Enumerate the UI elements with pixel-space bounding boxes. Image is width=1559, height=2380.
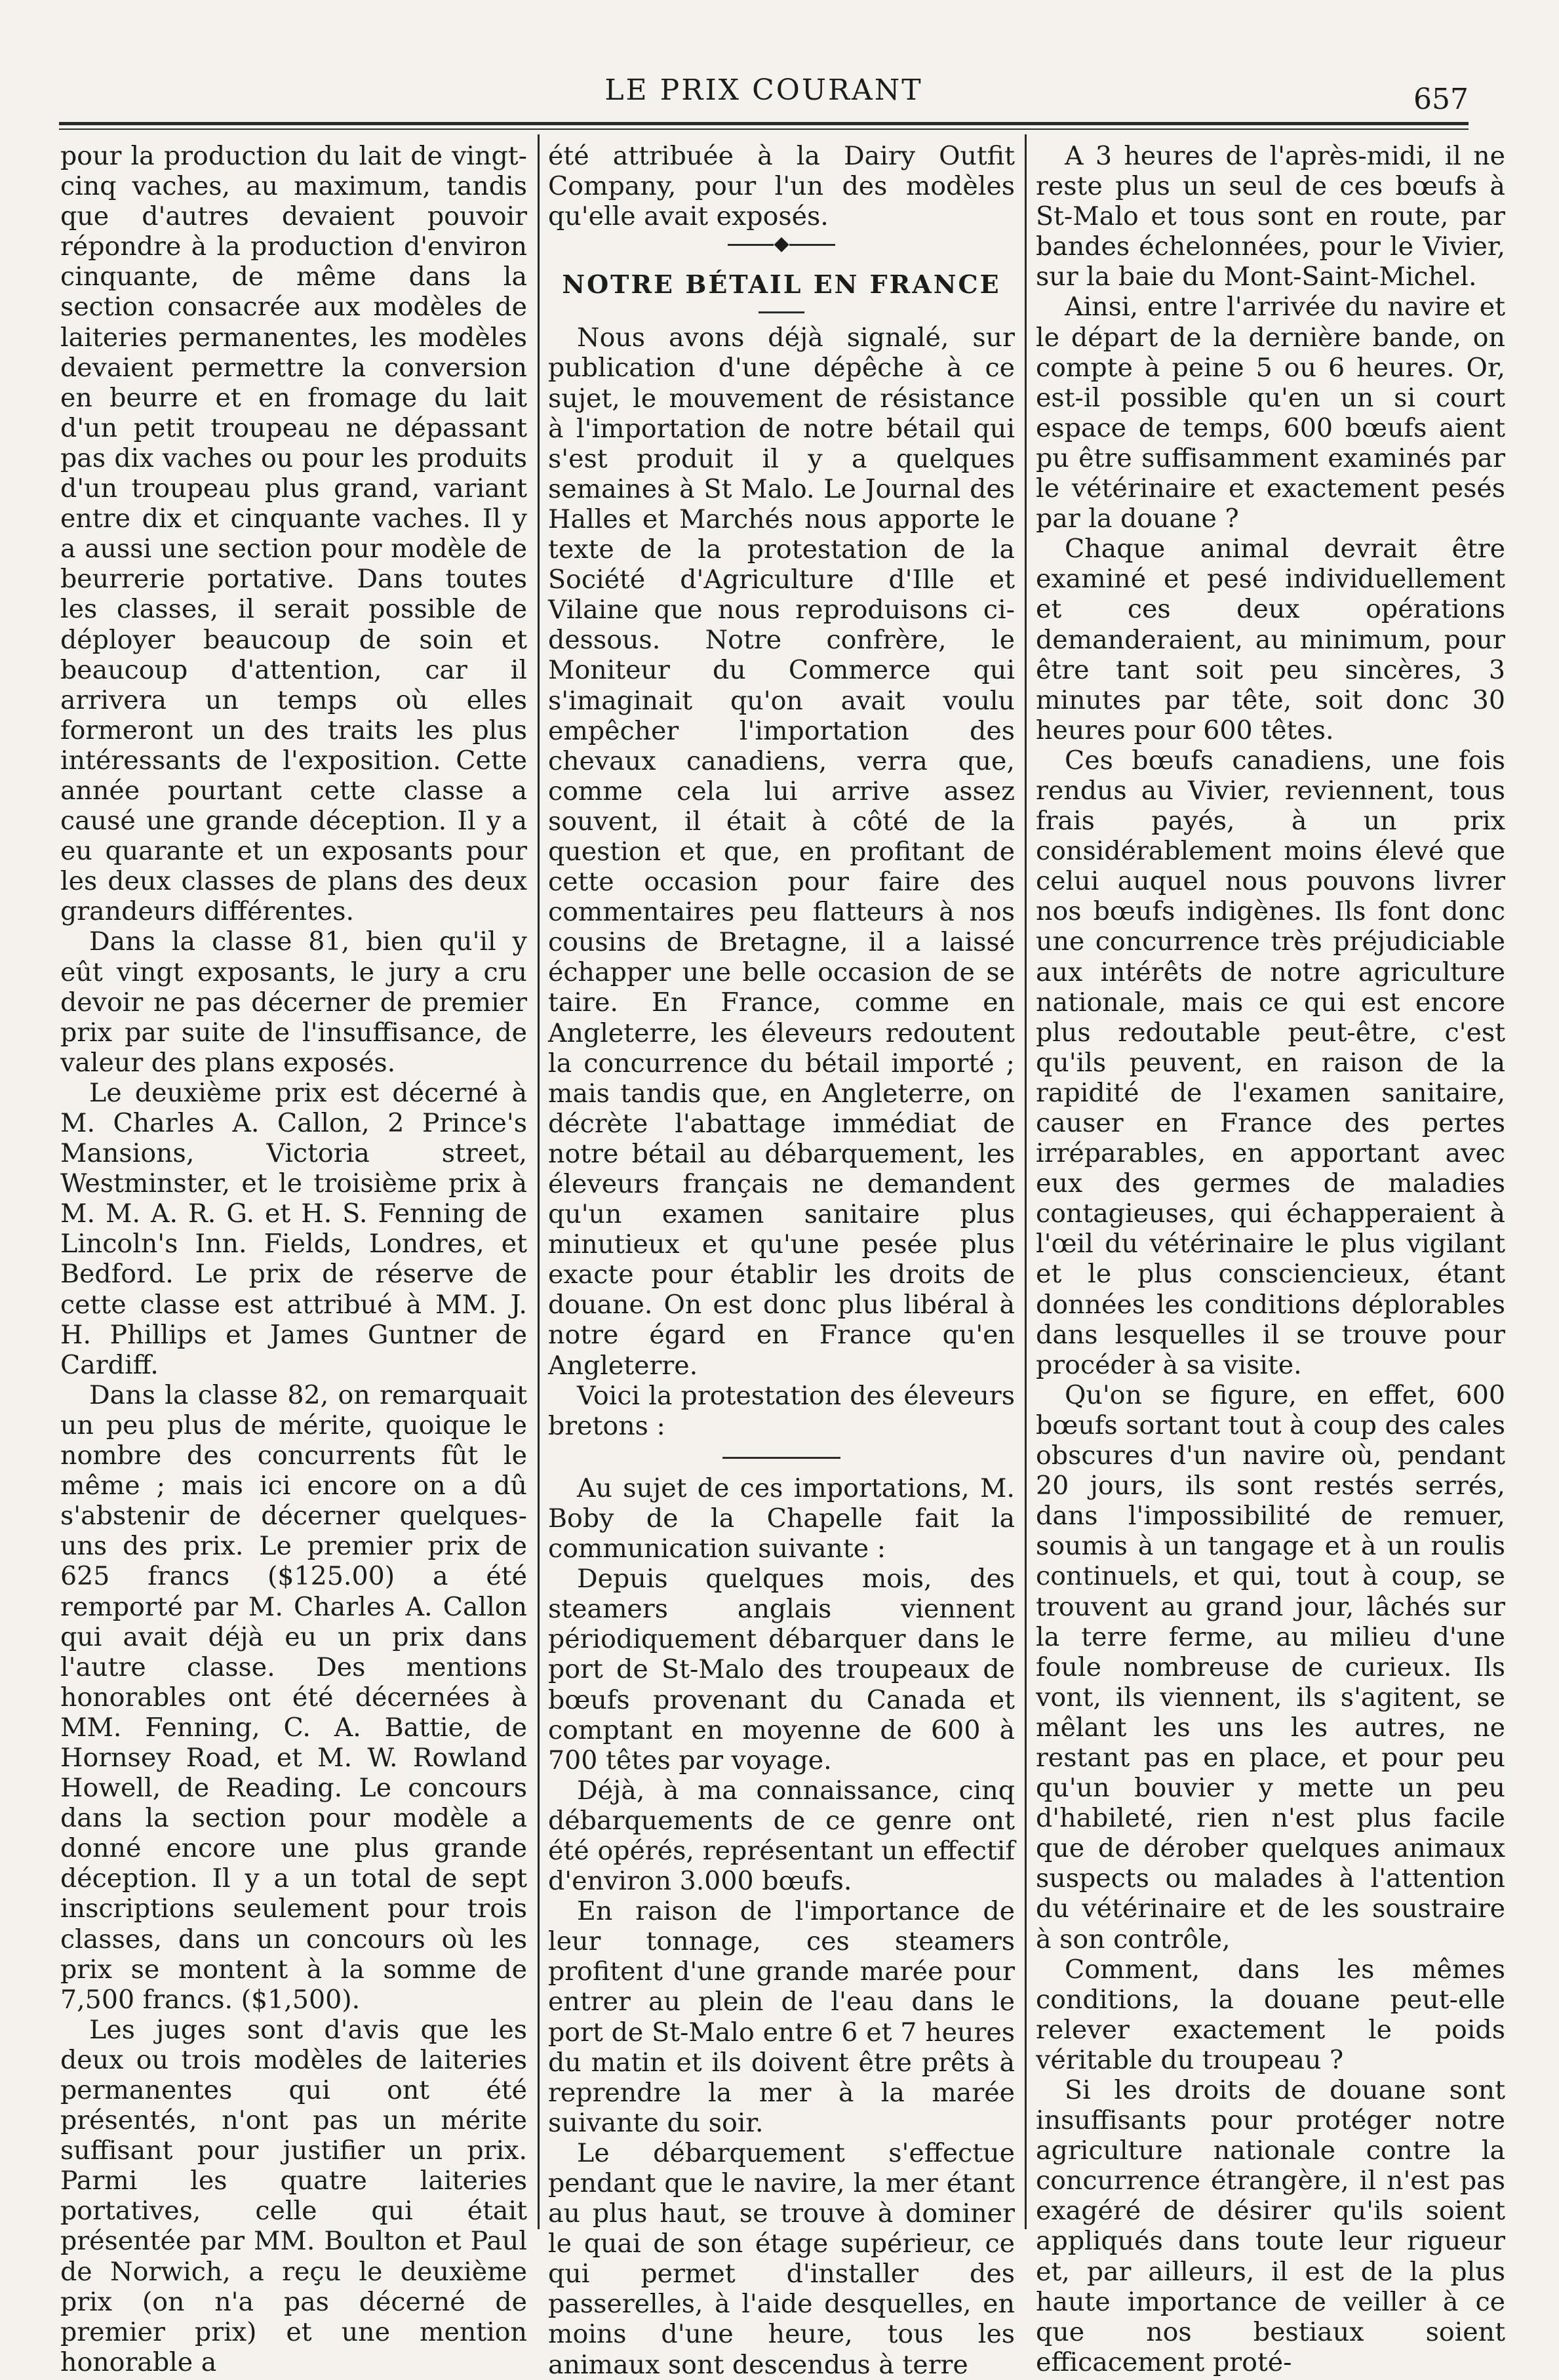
section-rule [722, 1457, 840, 1459]
paragraph: Qu'on se figure, en effet, 600 bœufs sortant tout à coup des cales obscures d'un navire où, pendant 20 jours, ils sont restés serrés, dans l'impossibilité de remuer, soumis à un tangage et à un roulis continuels, et qui, tout à coup, se trouvent au grand jour, lâchés sur la terre ferme, au milieu d'une foule nombreuse de curieux. Ils vont, ils viennent, ils s'agitent, se mêlant les uns les autres, ne restant pas en place, et pour peu qu'un bouvier y mette un peu d'habileté, rien n'est plus facile que de dérober quelques animaux suspects ou malades à l'attention du vétérinaire et de les soustraire à son contrôle, [1036, 1379, 1505, 1954]
paragraph: Comment, dans les mêmes conditions, la douane peut-elle relever exactement le poids véritable du troupeau ? [1036, 1954, 1505, 2075]
column-divider-1 [538, 134, 540, 2229]
paragraph: pour la production du lait de vingt-cinq vaches, au maximum, tandis que d'autres devaient pouvoir répondre à la production d'environ cinquante, de même dans la section consacrée aux modèles de laiteries permanentes, les modèles devaient permettre la conversion en beurre et en fromage du lait d'un petit troupeau ne dépassant pas dix vaches ou pour les produits d'un troupeau plus grand, variant entre dix et cinquante vaches. Il y a aussi une section pour modèle de beurrerie portative. Dans toutes les classes, il serait possible de déployer beaucoup de soin et beaucoup d'attention, car il arrivera un temps où elles formeront un des traits les plus intéressants de l'exposition. Cette année pourtant cette classe a causé une grande déception. Il y a eu quarante et un exposants pour les deux classes de plans des deux grandeurs différentes. [60, 141, 527, 927]
header-rule [59, 122, 1469, 125]
header-rule-thin [59, 129, 1469, 130]
paragraph: En raison de l'importance de leur tonnage, ces steamers profitent d'une grande marée pour entrer au plein de l'eau dans le port de St-Malo entre 6 et 7 heures du matin et ils doivent être prêts à reprendre la mer à la marée suivante du soir. [548, 1896, 1015, 2138]
paragraph: Nous avons déjà signalé, sur publication d'une dépêche à ce sujet, le mouvement de résistance à l'importation de notre bétail qui s'est produit il y a quelques semaines à St Malo. Le Journal des Halles et Marchés nous apporte le texte de la protestation de la Société d'Agriculture d'Ille et Vilaine que nous reproduisons ci-dessous. Notre confrère, le Moniteur du Commerce qui s'imaginait qu'on avait voulu empêcher l'importation des chevaux canadiens, verra que, comme cela lui arrive assez souvent, il était à côté de la question et que, en profitant de cette occasion pour faire des commentaires peu flatteurs à nos cousins de Bretagne, il a laissé échapper une belle occasion de se taire. En France, comme en Angleterre, les éleveurs redoutent la concurrence du bétail importé ; mais tandis que, en Angleterre, on décrète l'abattage immédiat de notre bétail au débarquement, les éleveurs français ne demandent qu'un examen sanitaire plus minutieux et qu'une pesée plus exacte pour établir les droits de douane. On est donc plus libéral à notre égard en France qu'en Angleterre. [548, 323, 1015, 1381]
paragraph: Chaque animal devrait être examiné et pesé individuellement et ces deux opérations demanderaient, au minimum, pour être tant soit peu sincères, 3 minutes par tête, soit donc 30 heures pour 600 têtes. [1036, 534, 1505, 745]
paragraph: Ainsi, entre l'arrivée du navire et le départ de la dernière bande, on compte à peine 5 ou 6 heures. Or, est-il possible qu'en un si court espace de temps, 600 bœufs aient pu être suffisamment examinés par le vétérinaire et exactement pesés par la douane ? [1036, 292, 1505, 534]
paragraph: Le deuxième prix est décerné à M. Charles A. Callon, 2 Prince's Mansions, Victoria street, Westminster, et le troisième prix à M. M. A. R. G. et H. S. Fenning de Lincoln's Inn. Fields, Londres, et Bedford. Le prix de réserve de cette classe est attribué à MM. J. H. Phillips et James Guntner de Cardiff. [60, 1077, 527, 1380]
paragraph: Ces bœufs canadiens, une fois rendus au Vivier, reviennent, tous frais payés, à un prix considérablement moins élevé que celui auquel nous pouvons livrer nos bœufs indigènes. Ils font donc une concurrence très préjudiciable aux intérêts de notre agriculture nationale, mais ce qui est encore plus redoutable peut-être, c'est qu'ils peuvent, en raison de la rapidité de l'examen sanitaire, causer en France des pertes irréparables, en apportant avec eux des germes de maladies contagieuses, qui échapperaient à l'œil du vétérinaire le plus vigilant et le plus consciencieux, étant données les conditions déplorables dans lesquelles il se trouve pour procéder à sa visite. [1036, 745, 1505, 1380]
paragraph: Au sujet de ces importations, M. Boby de la Chapelle fait la communication suivante : [548, 1473, 1015, 1564]
column-divider-2 [1025, 134, 1027, 2229]
paragraph: Dans la classe 82, on remarquait un peu plus de mérite, quoique le nombre des concurrents fût le même ; mais ici encore on a dû s'abstenir de décerner quelques-uns des prix. Le premier prix de 625 francs ($125.00) a été remporté par M. Charles A. Callon qui avait déjà eu un prix dans l'autre classe. Des mentions honorables ont été décernées à MM. Fenning, C. A. Battie, de Hornsey Road, et M. W. Rowland Howell, de Reading. Le concours dans la section pour modèle a donné encore une plus grande déception. Il y a un total de sept inscriptions seulement pour trois classes, dans un concours où les prix se montent à la somme de 7,500 francs. ($1,500). [60, 1379, 527, 2015]
paragraph: Le débarquement s'effectue pendant que le navire, la mer étant au plus haut, se trouve à dominer le quai de son étage supérieur, ce qui permet d'installer des passerelles, à l'aide desquelles, en moins d'une heure, tous les animaux sont descendus à terre [548, 2137, 1015, 2380]
column-3 [1036, 141, 1505, 2377]
page-number: 657 [1413, 83, 1469, 116]
paragraph: Dans la classe 81, bien qu'il y eût vingt exposants, le jury a cru devoir ne pas décerner de premier prix par suite de l'insuffisance, de valeur des plans exposés. [60, 926, 527, 1078]
running-title: LE PRIX COURANT [604, 73, 923, 107]
column-1 [60, 141, 527, 2377]
paragraph: Les juges sont d'avis que les deux ou trois modèles de laiteries permanentes qui ont été présentés, n'ont pas un mérite suffisant pour justifier un prix. Parmi les quatre laiteries portatives, celle qui était présentée par MM. Boulton et Paul de Norwich, a reçu le deuxième prix (on n'a pas décerné de premier prix) et une mention honorable a [60, 2014, 527, 2377]
article-title: NOTRE BÉTAIL EN FRANCE [562, 269, 1001, 300]
paragraph: Depuis quelques mois, des steamers anglais viennent périodiquement débarquer dans le port de St-Malo des troupeaux de bœufs provenant du Canada et comptant en moyenne de 600 à 700 têtes par voyage. [548, 1564, 1015, 1775]
paragraph: Déjà, à ma connaissance, cinq débarquements de ce genre ont été opérés, représentant un effectif d'environ 3.000 bœufs. [548, 1775, 1015, 1897]
column-2 [548, 141, 1015, 2380]
paragraph: A 3 heures de l'après-midi, il ne reste plus un seul de ces bœufs à St-Malo et tous sont en route, par bandes échelonnées, pour le Vivier, sur la baie du Mont-Saint-Michel. [1036, 141, 1505, 292]
title-rule [759, 311, 804, 313]
paragraph: Si les droits de douane sont insuffisants pour protéger notre agriculture nationale contre la concurrence étrangère, il n'est pas exagéré de désirer qu'ils soient appliqués dans toute leur rigueur et, par ailleurs, il est de la plus haute importance de veiller à ce que nos bestiaux soient efficacement proté- [1036, 2075, 1505, 2377]
ornament-divider: ◆ [548, 233, 1015, 255]
paragraph: Voici la protestation des éleveurs bretons : [548, 1380, 1015, 1441]
paragraph: été attribuée à la Dairy Outfit Company, pour l'un des modèles qu'elle avait exposés. [548, 141, 1015, 232]
page-header [59, 71, 1469, 123]
